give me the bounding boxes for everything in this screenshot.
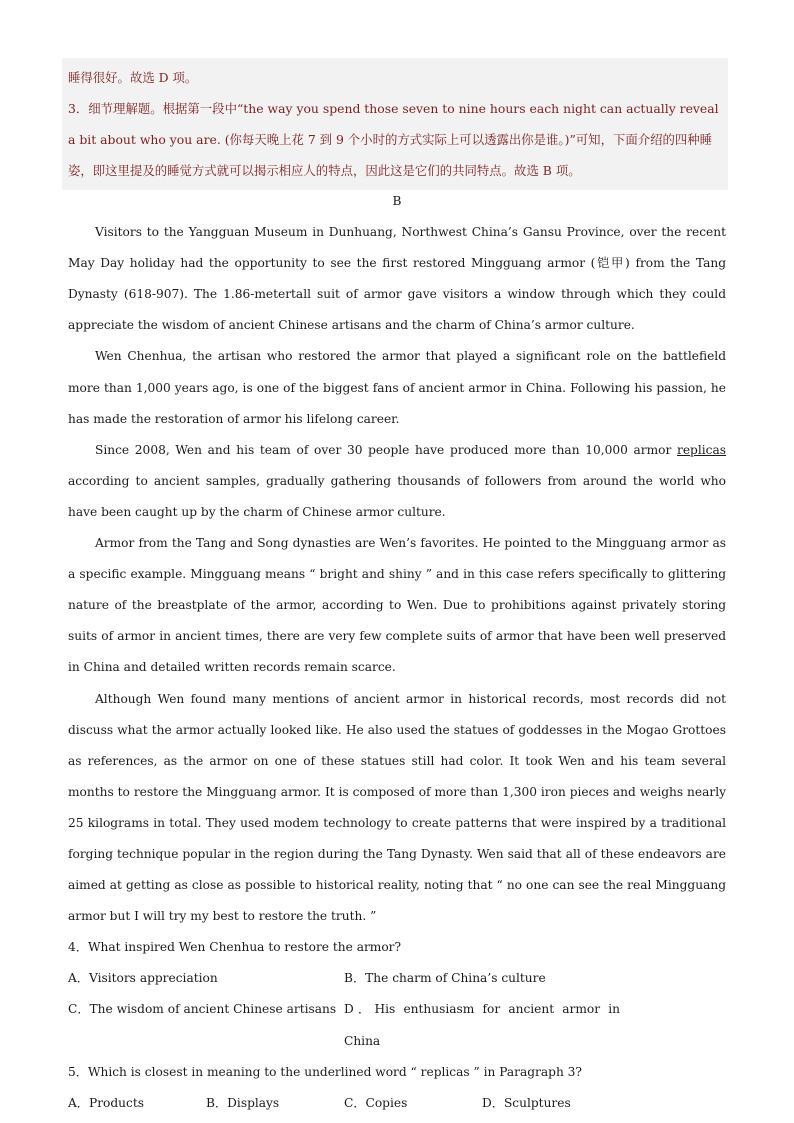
answer-q3-explanation: 3．细节理解题。根据第一段中“the way you spend those seven to nine hours each night can actually reveal a bit about who you are. (你每天晚上花 7 到 9 个小时的方式实际上可以透露出你是谁。)”可知，下面介绍的四种睡姿，即这里提及的睡觉方式就可以揭示相应人的特点，因此这是它们的共同特点。故选 B 项。 <box>68 101 719 178</box>
paragraph-3-after: according to ancient samples, gradually gathering thousands of followers from around the world who have been caught up by the charm of Chinese armor culture. <box>68 473 726 519</box>
question-5-option-d: D．Sculptures <box>482 1095 571 1110</box>
question-4-option-b: B．The charm of China’s culture <box>344 971 546 986</box>
reading-passage <box>68 186 726 1119</box>
question-4-options-row-2 <box>68 994 726 1056</box>
question-5-option-a: A．Products <box>68 1095 144 1110</box>
underlined-word-replicas: replicas <box>677 442 726 457</box>
question-4-option-c: C．The wisdom of ancient Chinese artisans <box>68 1002 337 1017</box>
question-4-options-row-1 <box>68 963 726 994</box>
paragraph-1: Visitors to the Yangguan Museum in Dunhuang, Northwest China’s Gansu Province, over the recent May Day holiday had the opportunity to see the first restored Mingguang armor (铠甲) from the Tang Dynasty (618-907). The 1.86-metertall suit of armor gave visitors a window through which they could appreciate the wisdom of ancient Chinese artisans and the charm of China’s armor culture. <box>68 225 726 333</box>
question-4-option-a: A．Visitors appreciation <box>68 971 218 986</box>
question-4-stem: 4．What inspired Wen Chenhua to restore the armor? <box>68 940 402 955</box>
paragraph-3 <box>68 435 726 528</box>
paragraph-2: Wen Chenhua, the artisan who restored the armor that played a significant role on the battlefield more than 1,000 years ago, is one of the biggest fans of ancient armor in China. Following his passion, he has made the restoration of armor his lifelong career. <box>68 349 726 426</box>
question-5-options <box>68 1088 726 1119</box>
answer-line-1: 睡得很好。故选 D 项。 <box>68 70 198 85</box>
question-5-stem: 5．Which is closest in meaning to the underlined word “ replicas ” in Paragraph 3? <box>68 1064 582 1079</box>
question-4-option-d: D．His enthusiasm for ancient armor in China <box>344 1002 620 1048</box>
section-letter: B <box>392 194 402 208</box>
paragraph-4: Armor from the Tang and Song dynasties are Wen’s favorites. He pointed to the Mingguang armor as a specific example. Mingguang means “ bright and shiny ” and in this case refers specifically to glittering nature of the breastplate of the armor, according to Wen. Due to prohibitions against privately storing suits of armor in ancient times, there are very few complete suits of armor that have been well preserved in China and detailed written records remain scarce. <box>68 536 726 675</box>
paragraph-5: Although Wen found many mentions of ancient armor in historical records, most records did not discuss what the armor actually looked like. He also used the statues of goddesses in the Mogao Grottoes as references, as the armor on one of these statues still had color. It took Wen and his team several months to restore the Mingguang armor. It is composed of more than 1,300 iron pieces and weighs nearly 25 kilograms in total. They used modem technology to create patterns that were inspired by a traditional forging technique popular in the region during the Tang Dynasty. Wen said that all of these endeavors are aimed at getting as close as possible to historical reality, noting that “ no one can see the real Mingguang armor but I will try my best to restore the truth. ” <box>68 691 726 924</box>
paragraph-3-before: Since 2008, Wen and his team of over 30 people have produced more than 10,000 armor <box>95 442 678 457</box>
answer-explanation-box <box>62 58 728 190</box>
question-5-option-b: B．Displays <box>206 1095 280 1110</box>
question-5-option-c: C．Copies <box>344 1095 408 1110</box>
